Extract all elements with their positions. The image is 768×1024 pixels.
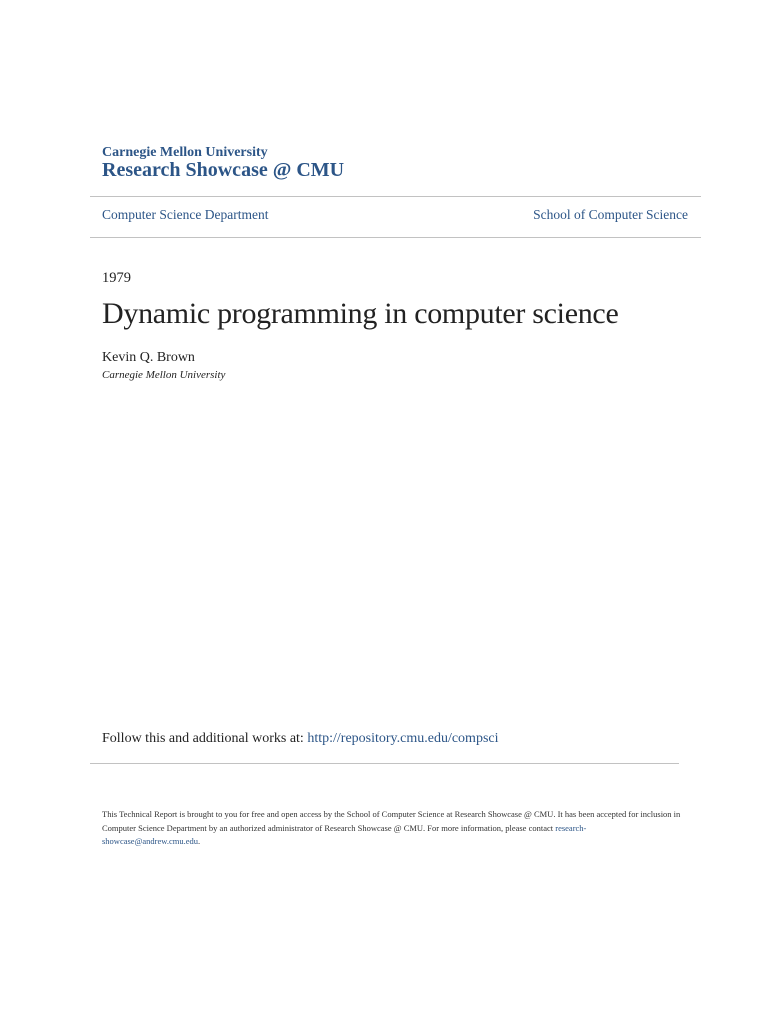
author-name: Kevin Q. Brown (102, 350, 195, 365)
header-divider (90, 196, 701, 197)
author-affiliation: Carnegie Mellon University (102, 369, 226, 381)
department-link[interactable]: Computer Science Department (102, 207, 269, 222)
notice-text: This Technical Report is brought to you for free and open access by the School of Computer Science at Research Showcase @ CMU. It has been accepted for inclusion in Computer Science Department by an authorized administrator of Research Showcase @ CMU. For more information, please contact (102, 809, 681, 833)
notice-suffix: . (198, 836, 201, 846)
follow-line (102, 731, 499, 747)
footer-divider (90, 763, 679, 764)
repository-name[interactable]: Research Showcase @ CMU (102, 159, 345, 181)
access-notice (102, 808, 682, 849)
contact-email-link[interactable]: research-showcase@andrew.cmu.edu (102, 822, 587, 846)
school-link[interactable]: School of Computer Science (533, 207, 688, 222)
institution-name: Carnegie Mellon University (102, 145, 268, 160)
follow-prefix: Follow this and additional works at: (102, 731, 308, 746)
publication-year: 1979 (102, 270, 131, 286)
nav-divider (90, 237, 701, 238)
document-title: Dynamic programming in computer science (102, 297, 619, 330)
repository-url-link[interactable]: http://repository.cmu.edu/compsci (307, 731, 499, 746)
